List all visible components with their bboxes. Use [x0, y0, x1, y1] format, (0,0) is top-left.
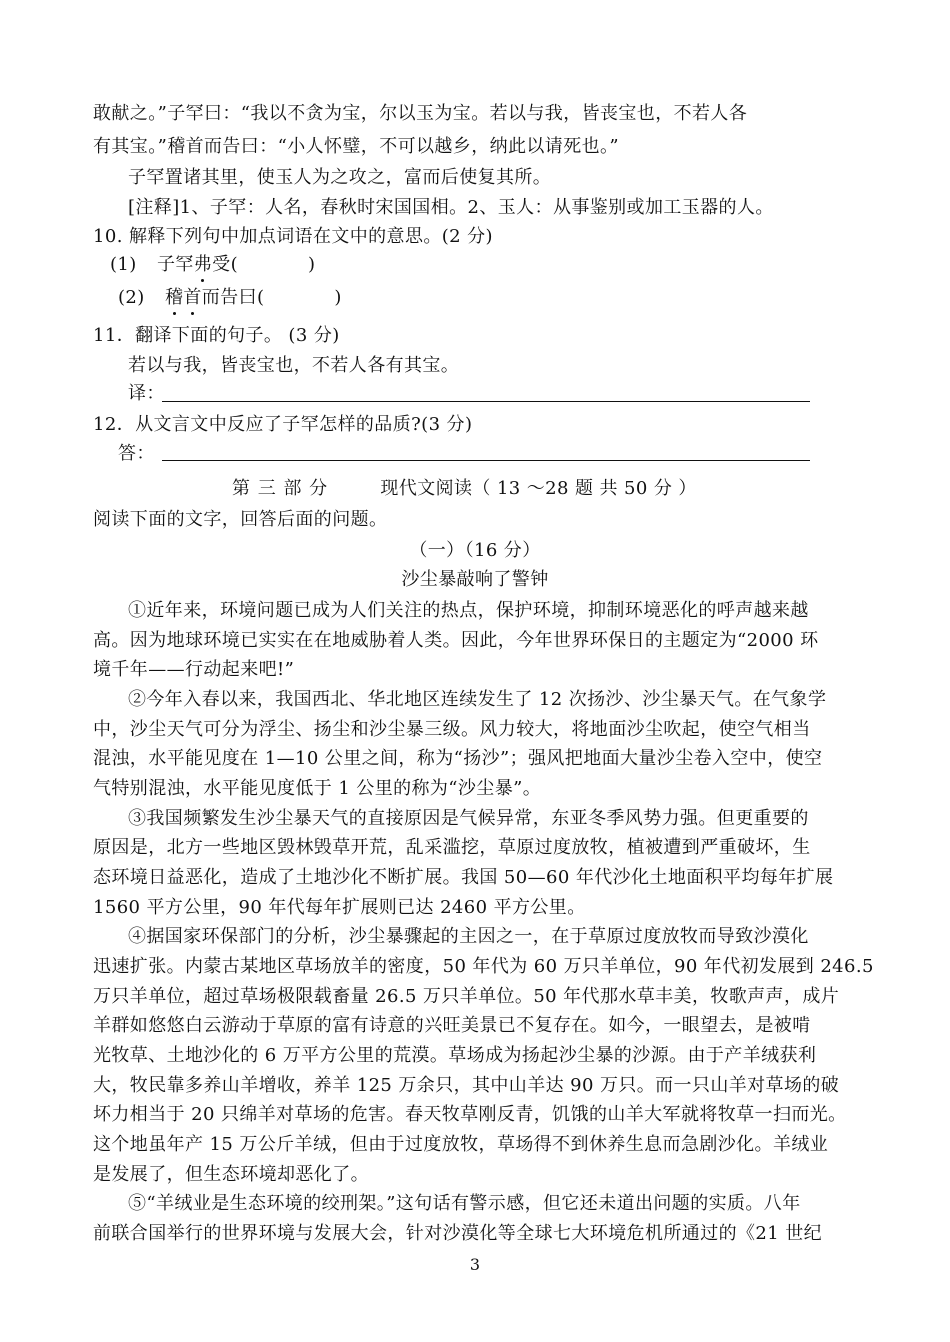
item-text: 受(	[212, 254, 238, 275]
passage-line: 子罕置诸其里，使玉人为之攻之，富而后使复其所。	[128, 167, 552, 188]
paragraph-line: 是发展了，但生态环境却恶化了。	[93, 1164, 369, 1185]
question-11-sentence: 若以与我，皆丧宝也，不若人各有其宝。	[128, 355, 460, 376]
paragraph-line: 1560 平方公里，90 年代每年扩展则已达 2460 平方公里。	[93, 897, 586, 918]
passage-line: 有其宝。”稽首而告曰：“小人怀璧，不可以越乡，纳此以请死也。”	[93, 136, 620, 157]
dotted-word: 稽	[165, 284, 183, 312]
translation-label: 译：	[128, 383, 165, 404]
paragraph-line: 坏力相当于 20 只绵羊对草场的危害。春天牧草刚反青，饥饿的山羊大军就将牧草一扫而光。	[93, 1104, 847, 1125]
dotted-word: 首	[183, 284, 201, 312]
question-10-item-2	[118, 284, 888, 312]
paragraph-line: ③我国频繁发生沙尘暴天气的直接原因是气候异常，东亚冬季风势力强。但更重要的	[128, 808, 809, 829]
item-close-paren: )	[308, 254, 316, 275]
paragraph-line: ①近年来，环境问题已成为人们关注的热点，保护环境，抑制环境恶化的呼声越来越	[128, 600, 809, 621]
paragraph-line: 气特别混浊，水平能见度低于 1 公里的称为“沙尘暴”。	[93, 778, 542, 799]
answer-label: 答：	[118, 443, 155, 464]
paragraph-line: 光牧草、土地沙化的 6 万平方公里的荒漠。草场成为扬起沙尘暴的沙源。由于产羊绒获利	[93, 1045, 817, 1066]
paragraph-line: 大，牧民靠多养山羊增收，养羊 125 万余只，其中山羊达 90 万只。而一只山羊对草场的破	[93, 1075, 840, 1096]
passage-line: 敢献之。”子罕曰：“我以不贪为宝，尔以玉为宝。若以与我，皆丧宝也，不若人各	[93, 103, 748, 124]
paragraph-line: 迅速扩张。内蒙古某地区草场放羊的密度，50 年代为 60 万只羊单位，90 年代初发展到 246.5	[93, 956, 874, 977]
paragraph-line: ⑤“羊绒业是生态环境的绞刑架。”这句话有警示感，但它还未道出问题的实质。八年	[128, 1193, 801, 1214]
paragraph-line: 高。因为地球环境已实实在在地威胁着人类。因此，今年世界环保日的主题定为“2000 环	[93, 630, 819, 651]
question-12-stem: 12．从文言文中反应了子罕怎样的品质?(3 分)	[93, 414, 473, 435]
page-number: 3	[469, 1255, 481, 1274]
paragraph-line: 万只羊单位，超过草场极限载畜量 26.5 万只羊单位。50 年代那水草丰美，牧歌声声，成片	[93, 986, 840, 1007]
article-title: 沙尘暴敲响了警钟	[401, 569, 549, 590]
answer-line[interactable]	[162, 460, 810, 461]
paragraph-line: ②今年入春以来，我国西北、华北地区连续发生了 12 次扬沙、沙尘暴天气。在气象学	[128, 689, 827, 710]
paragraph-line: 态环境日益恶化，造成了土地沙化不断扩展。我国 50—60 年代沙化土地面积平均每年扩展	[93, 867, 834, 888]
paragraph-line: 混浊，水平能见度在 1—10 公里之间，称为“扬沙”；强风把地面大量沙尘卷入空中，使空	[93, 748, 823, 769]
paragraph-line: 羊群如悠悠白云游动于草原的富有诗意的兴旺美景已不复存在。如今，一眼望去，是被啃	[93, 1015, 811, 1036]
item-close-paren: )	[334, 287, 342, 308]
part-3-heading	[232, 475, 832, 503]
item-text: 而告曰(	[201, 287, 265, 308]
reading-instruction: 阅读下面的文字，回答后面的问题。	[93, 509, 388, 530]
item-text: 子罕	[156, 254, 194, 275]
question-10-item-1	[110, 251, 880, 279]
item-number: (1)	[110, 254, 137, 275]
question-11-stem: 11．翻译下面的句子。 (3 分)	[93, 325, 340, 346]
part-subtitle: 现代文阅读（ 13 ～28 题 共 50 分 ）	[380, 478, 697, 499]
annotation-note: [注释]1、子罕：人名，春秋时宋国国相。2、玉人：从事鉴别或加工玉器的人。	[128, 197, 774, 218]
paragraph-line: 原因是，北方一些地区毁林毁草开荒，乱采滥挖，草原过度放牧，植被遭到严重破坏，生	[93, 837, 811, 858]
part-title: 第 三 部 分	[232, 478, 329, 499]
translation-answer-line[interactable]	[162, 401, 810, 402]
paragraph-line: 前联合国举行的世界环境与发展大会，针对沙漠化等全球七大环境危机所通过的《21 世纪	[93, 1223, 823, 1244]
paragraph-line: 境千年——行动起来吧!”	[93, 659, 295, 680]
question-10-stem: 10. 解释下列句中加点词语在文中的意思。(2 分)	[93, 226, 493, 247]
section-label: （一）（16 分）	[409, 540, 541, 561]
paragraph-line: 中，沙尘天气可分为浮尘、扬尘和沙尘暴三级。风力较大，将地面沙尘吹起，使空气相当	[93, 719, 811, 740]
item-number: (2)	[118, 287, 145, 308]
paragraph-line: 这个地虽年产 15 万公斤羊绒，但由于过度放牧，草场得不到休养生息而急剧沙化。羊绒业	[93, 1134, 829, 1155]
paragraph-line: ④据国家环保部门的分析，沙尘暴骤起的主因之一，在于草原过度放牧而导致沙漠化	[128, 926, 809, 947]
dotted-word: 弗	[194, 251, 212, 279]
